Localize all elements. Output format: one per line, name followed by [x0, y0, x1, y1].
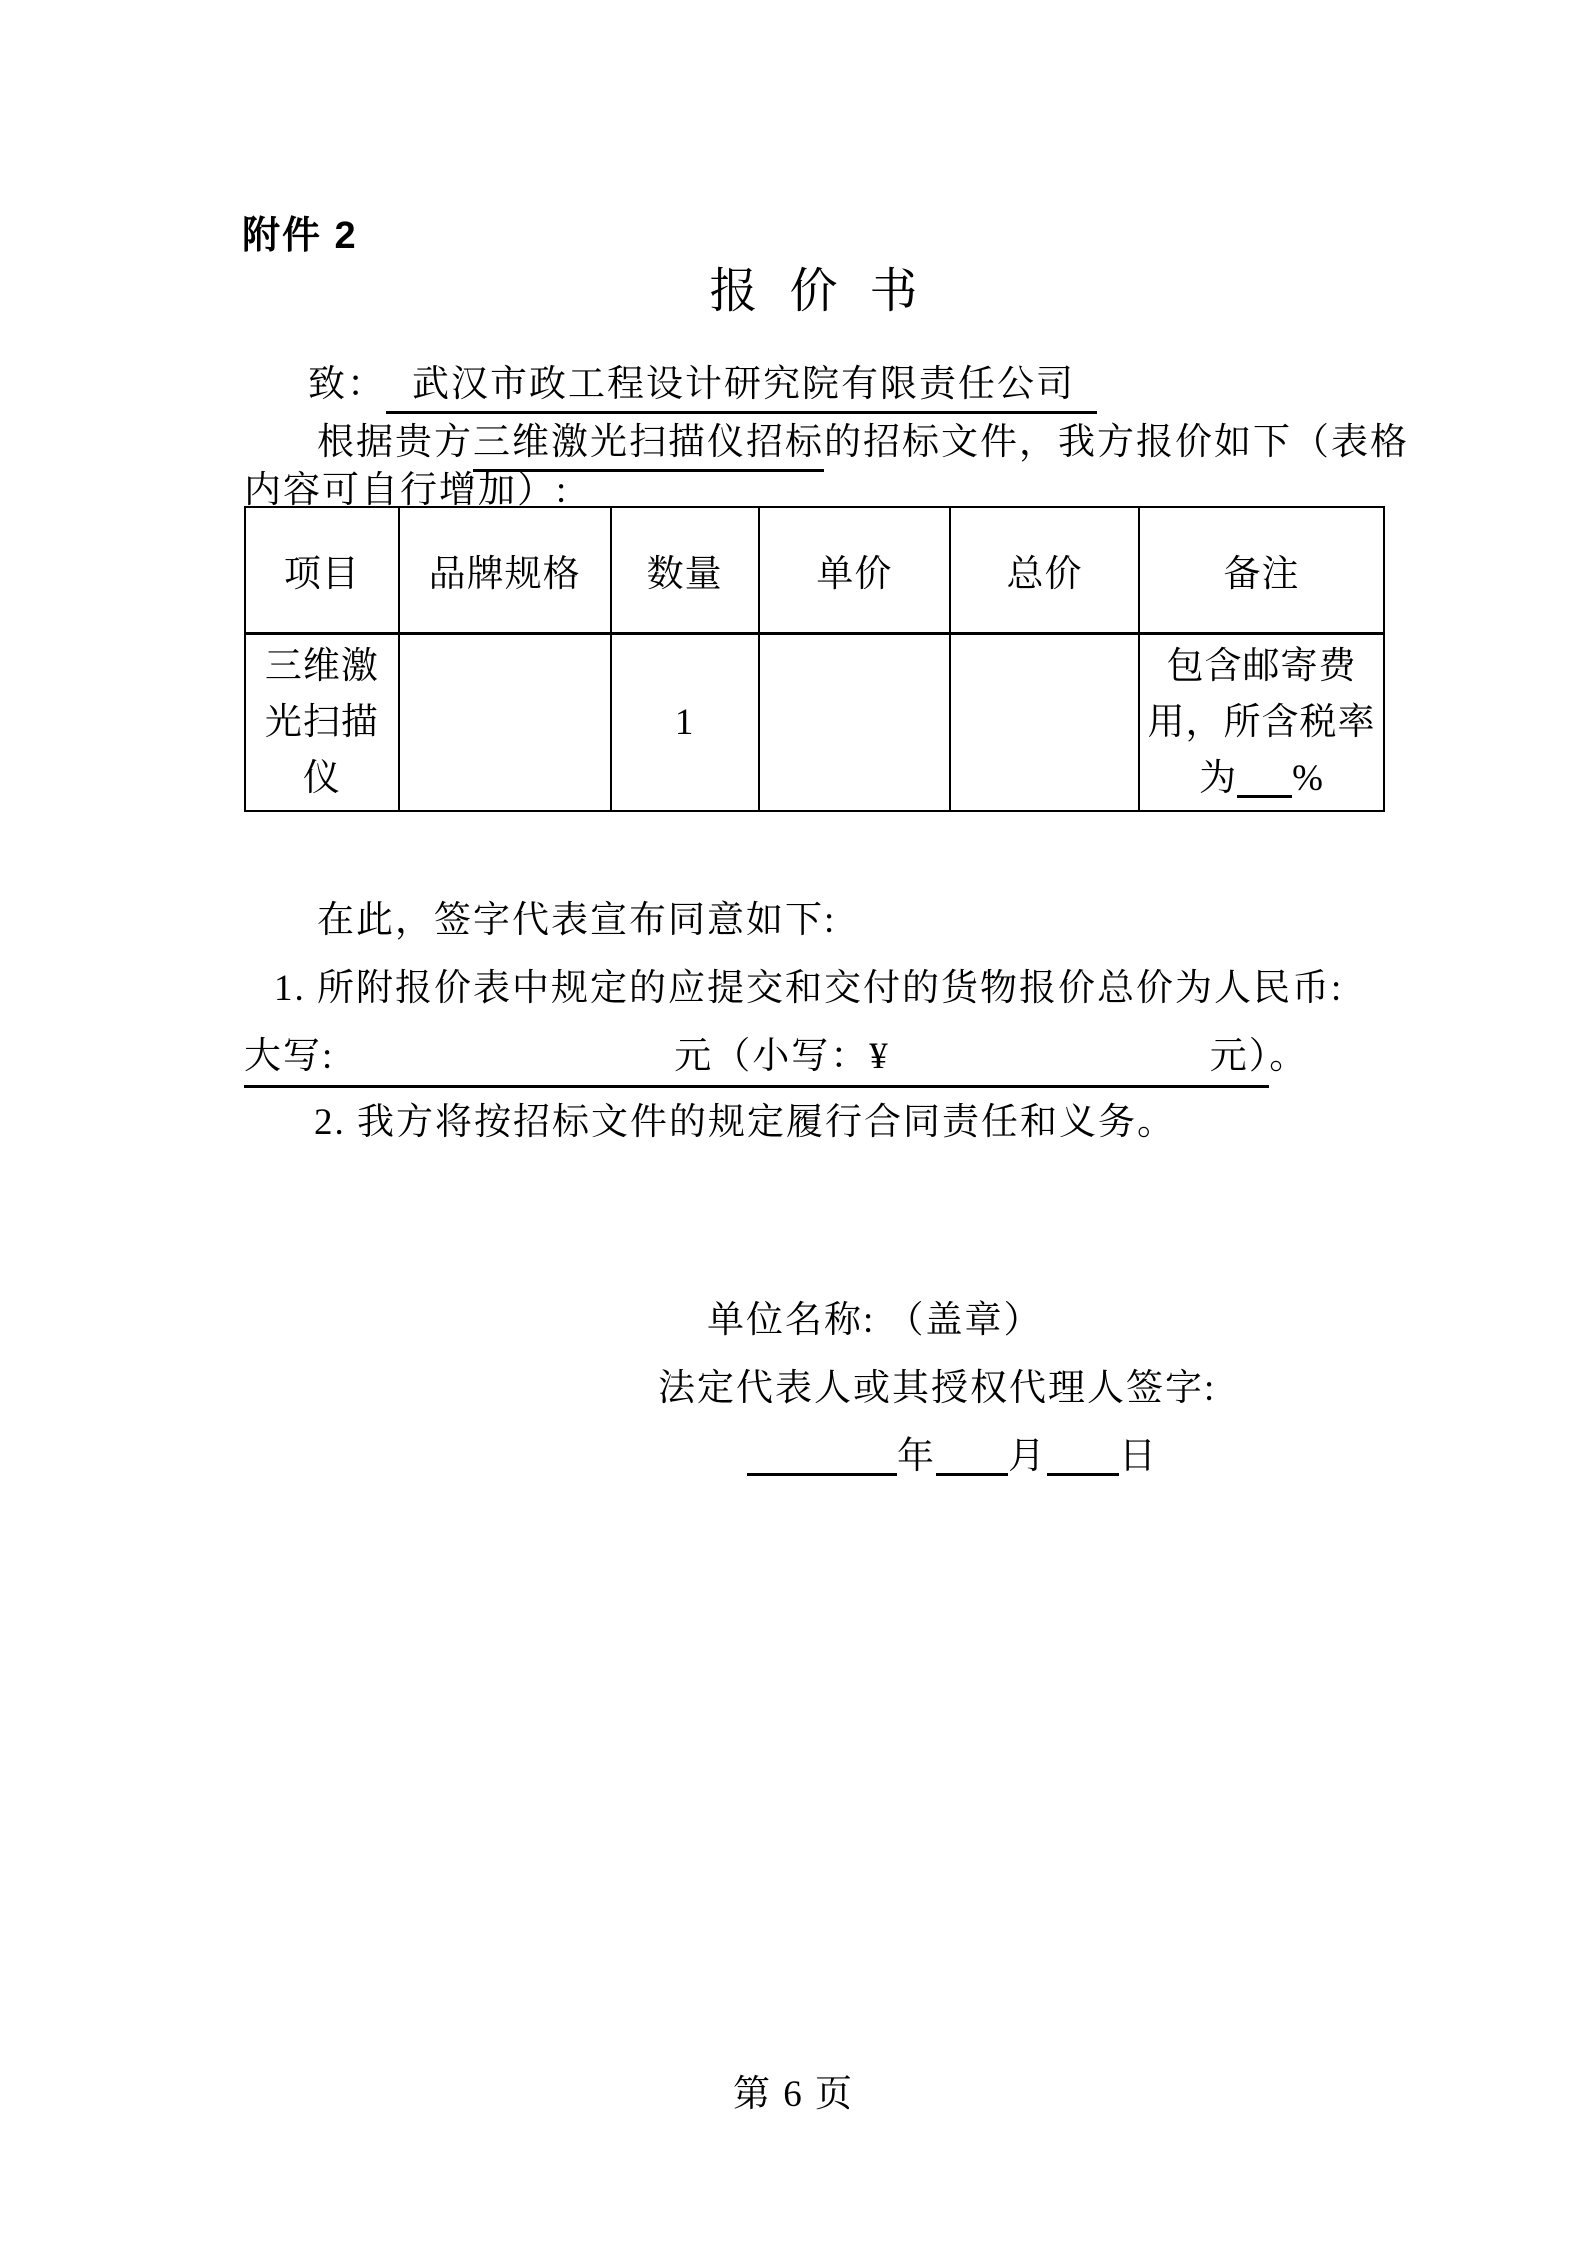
table-header-row: [245, 507, 1384, 634]
declaration-item-2: 2. 我方将按招标文件的规定履行合同责任和义务。: [314, 1102, 1176, 1143]
year-label: 年: [897, 1436, 936, 1477]
header-cell-remark: 备注: [1139, 507, 1384, 634]
salutation-prefix: 致：: [308, 364, 386, 405]
header-cell-item: 项目: [245, 507, 399, 634]
day-blank-underline: [1047, 1473, 1119, 1476]
header-cell-quantity: 数量: [611, 507, 759, 634]
declaration-item-1: 1. 所附报价表中规定的应提交和交付的货物报价总价为人民币:: [274, 968, 1344, 1009]
amount-underlined-segment: [244, 1036, 1269, 1088]
remark-text: 包含邮寄费用，所含税率为: [1147, 645, 1376, 799]
amount-yuan-label: 元）: [1209, 1036, 1270, 1077]
intro-line-2: 内容可自行增加）:: [244, 470, 569, 511]
unit-name-line: 单位名称: （盖章）: [707, 1300, 1043, 1341]
intro-line-1-post: 的招标文件，我方报价如下（表格: [824, 422, 1409, 463]
day-label: 日: [1119, 1436, 1158, 1477]
legal-representative-line: 法定代表人或其授权代理人签字:: [658, 1368, 1217, 1409]
remark-percent-sign: %: [1292, 757, 1324, 799]
date-line: [747, 1434, 1158, 1480]
cell-item: 三维激光扫描仪: [245, 634, 399, 812]
header-cell-unit-price: 单价: [759, 507, 950, 634]
month-blank-underline: [936, 1473, 1008, 1476]
cell-remark: [1139, 634, 1384, 812]
page-number: 第 6 页: [733, 2074, 854, 2115]
document-title: 报 价 书: [709, 265, 920, 318]
cell-quantity: 1: [611, 634, 759, 812]
company-name-underlined: 武汉市政工程设计研究院有限责任公司: [386, 364, 1097, 414]
amount-period: 。: [1269, 1036, 1309, 1077]
header-cell-brand-spec: 品牌规格: [399, 507, 611, 634]
salutation-line: [244, 362, 1097, 408]
month-label: 月: [1008, 1436, 1047, 1477]
amount-line: [244, 1034, 1308, 1080]
cell-total-price: [950, 634, 1139, 812]
intro-line-1-pre: 根据贵方: [317, 422, 473, 463]
cell-brand-spec: [399, 634, 611, 812]
header-cell-total-price: 总价: [950, 507, 1139, 634]
attachment-label: 附件 2: [242, 215, 358, 257]
year-blank-underline: [747, 1473, 897, 1476]
tender-name-underlined: 三维激光扫描仪招标: [473, 422, 824, 472]
tax-rate-blank-underline: [1237, 795, 1292, 798]
declaration-intro: 在此，签字代表宣布同意如下:: [317, 900, 837, 941]
intro-line-1: [244, 420, 1409, 466]
quote-table: [244, 506, 1385, 812]
amount-words-label: 大写:: [244, 1036, 335, 1077]
amount-figures-label: 元（小写：¥: [674, 1036, 890, 1077]
cell-unit-price: [759, 634, 950, 812]
table-row: [245, 634, 1384, 812]
